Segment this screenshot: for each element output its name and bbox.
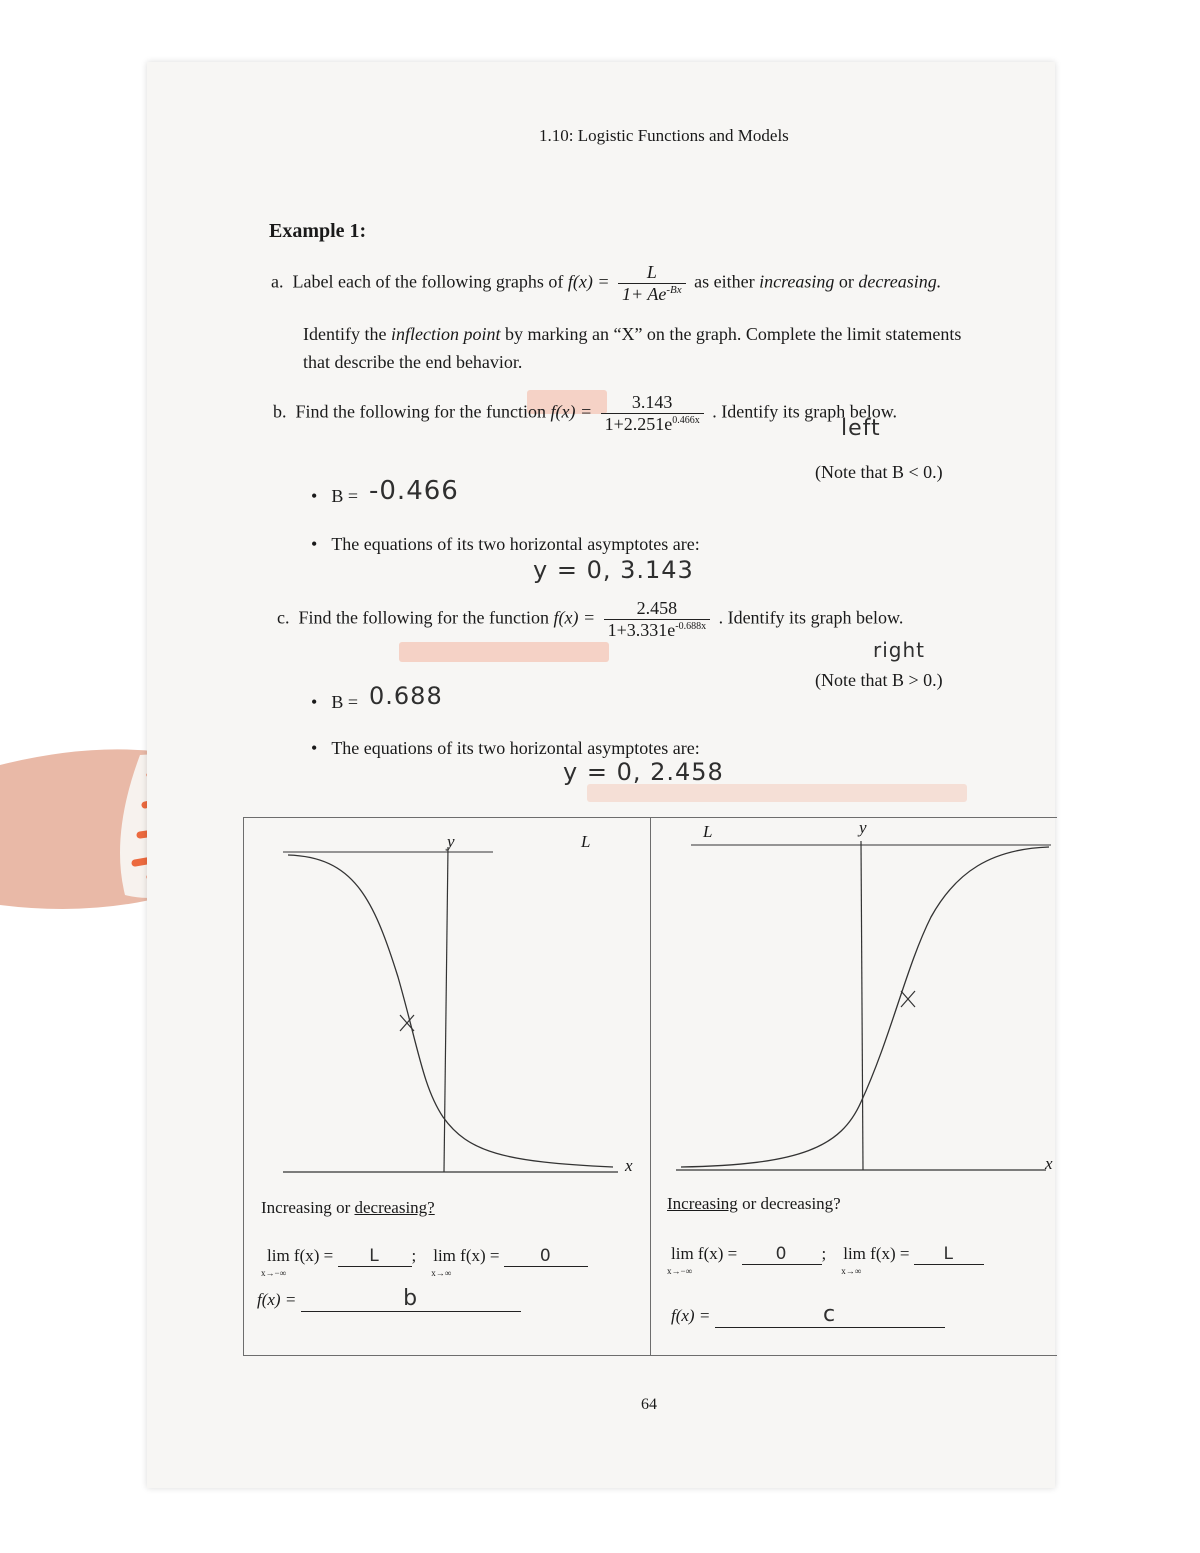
part-a-fraction: $\frac{L}{1+ Ae^{-Bx}}$ xyxy=(618,262,686,305)
right-limit-row: lim f(x) = x→−∞ 0 ; lim f(x) = x→∞ L xyxy=(671,1244,984,1265)
left-lim2-answer: 0 xyxy=(504,1246,588,1267)
left-increasing-question: Increasing or decreasing? xyxy=(261,1198,435,1217)
part-c-b-answer: 0.688 xyxy=(369,682,443,710)
left-y-label: y xyxy=(447,832,455,851)
right-increasing-curve xyxy=(681,847,1049,1167)
part-c-note: (Note that B > 0.) xyxy=(815,670,943,690)
part-c-b-label: • B = xyxy=(311,692,358,713)
part-a-line3: that describe the end behavior. xyxy=(303,352,523,372)
part-a-line2: Identify the inflection point by marking an “X” on the graph. Complete the limit statements xyxy=(303,324,962,344)
part-b-asymptote-prompt: • The equations of its two horizontal asymptotes are: xyxy=(311,534,700,555)
left-lim1-answer: L xyxy=(338,1246,412,1267)
left-decreasing-curve xyxy=(288,855,613,1167)
part-c-graph-answer: right xyxy=(873,638,925,662)
part-c-asymptote-answer: y = 0, 2.458 xyxy=(563,758,724,786)
right-graph xyxy=(651,817,1057,1187)
part-b-fraction: $\frac{3.143}{1+2.251e^{0.466x}}$ xyxy=(601,392,704,435)
right-fx-row: f(x) = c xyxy=(671,1302,945,1328)
right-fx-answer: c xyxy=(715,1302,945,1328)
right-increasing-question: Increasing or decreasing? xyxy=(667,1194,841,1213)
left-graph xyxy=(243,817,650,1187)
worksheet-page xyxy=(147,62,1055,1488)
left-limit-row: lim f(x) = x→−∞ L ; lim f(x) = x→∞ 0 xyxy=(267,1246,588,1267)
left-fx-row: f(x) = b xyxy=(257,1286,521,1312)
part-b-b-answer: -0.466 xyxy=(369,476,459,506)
example-title: Example 1: xyxy=(269,220,367,242)
page-header: 1.10: Logistic Functions and Models xyxy=(539,126,789,145)
part-b-graph-answer: left xyxy=(841,416,881,441)
part-b-line1: b. Find the following for the function f(x) = $\frac{3.143}{1+2.251e^{0.466x}}$ . Identify its graph below. xyxy=(273,392,898,434)
part-c-asymptote-prompt: • The equations of its two horizontal asymptotes are: xyxy=(311,738,700,759)
left-x-label: x xyxy=(625,1156,633,1175)
right-y-axis xyxy=(861,841,863,1170)
part-c-fraction: $\frac{2.458}{1+3.331e^{-0.688x}}$ xyxy=(604,598,710,641)
right-y-label: y xyxy=(859,818,867,837)
right-x-label: x xyxy=(1045,1154,1053,1173)
left-l-label: L xyxy=(581,832,591,851)
part-b-note: (Note that B < 0.) xyxy=(815,462,943,482)
page-number: 64 xyxy=(641,1396,657,1413)
part-b-b-label: • B = xyxy=(311,486,358,507)
part-c-line1: c. Find the following for the function f(x) = $\frac{2.458}{1+3.331e^{-0.688x}}$ . Identify its graph below. xyxy=(277,598,904,640)
right-l-label: L xyxy=(703,822,713,841)
highlight-mark xyxy=(587,784,967,802)
right-lim1-answer: 0 xyxy=(742,1244,822,1265)
part-b-asymptote-answer: y = 0, 3.143 xyxy=(533,556,694,584)
graph-box-bottom-border xyxy=(243,1355,1057,1356)
right-inflection-x-mark xyxy=(901,991,915,1007)
left-inflection-x-mark xyxy=(400,1015,414,1031)
right-lim2-answer: L xyxy=(914,1244,984,1265)
part-a-line1: a. Label each of the following graphs of f(x) = $\frac{L}{1+ Ae^{-Bx}}$ as either increasing or decreasing. xyxy=(271,262,942,304)
left-fx-answer: b xyxy=(301,1286,521,1312)
highlight-mark xyxy=(399,642,609,662)
